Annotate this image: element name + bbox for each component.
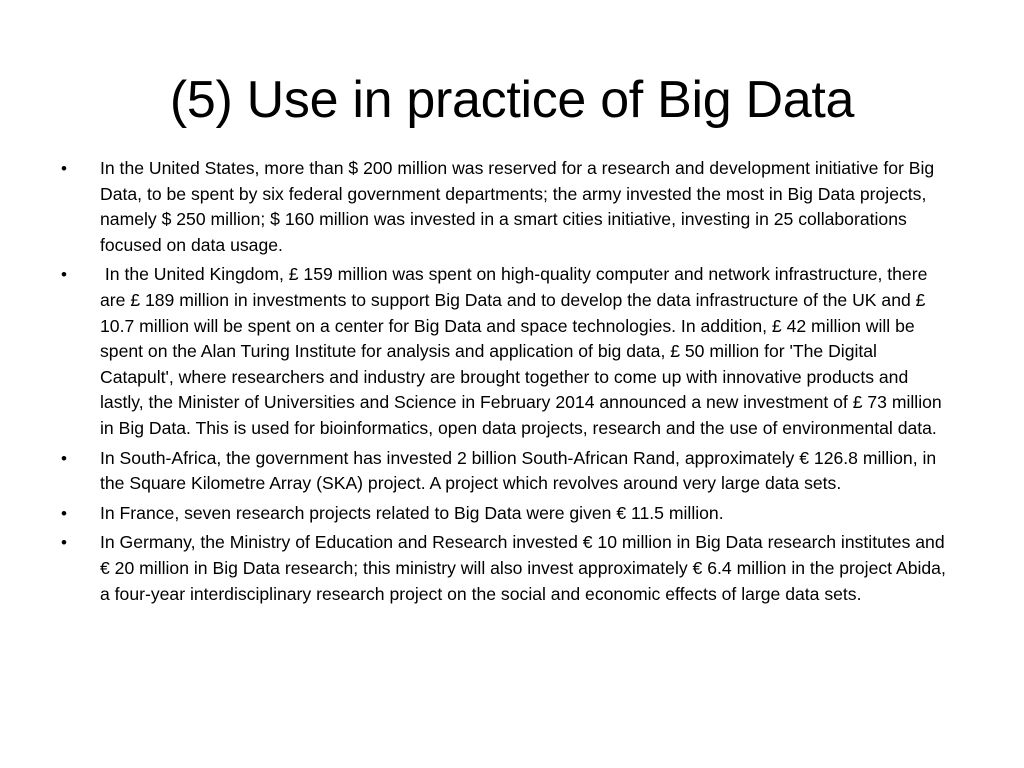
bullet-text: In South-Africa, the government has invested 2 billion South-African Rand, approximately € 126.8 million, in the Square Kilometre Array (SKA) project. A project which revolves around very large data sets. xyxy=(100,447,937,494)
bullet-item-south-africa xyxy=(58,446,948,497)
bullet-text: In France, seven research projects related to Big Data were given € 11.5 million. xyxy=(100,502,724,523)
bullet-item-united-states xyxy=(58,156,948,258)
bullet-icon: • xyxy=(61,265,67,285)
bullet-list xyxy=(58,156,948,611)
bullet-text: In the United States, more than $ 200 million was reserved for a research and development initiative for Big Data, to be spent by six federal government departments; the army invested the most in Big Data projects, namely $ 250 million; $ 160 million was invested in a smart cities initiative, investing in 25 collaborations focused on data usage. xyxy=(100,158,935,255)
bullet-text: In Germany, the Ministry of Education and Research invested € 10 million in Big Data research institutes and € 20 million in Big Data research; this ministry will also invest approximately € 6.4 million in the project Abida, a four-year interdisciplinary research project on the social and economic effects of large data sets. xyxy=(100,532,946,604)
bullet-icon: • xyxy=(61,159,67,178)
bullet-item-germany xyxy=(58,530,948,607)
bullet-item-france xyxy=(58,501,948,527)
bullet-icon: • xyxy=(61,448,67,468)
bullet-text: In the United Kingdom, £ 159 million was spent on high-quality computer and network infrastructure, there are £ 189 million in investments to support Big Data and to develop the data infrastructure of the UK and £ 10.7 million will be spent on a center for Big Data and space technologies. In addition, £ 42 million will be spent on the Alan Turing Institute for analysis and application of big data, £ 50 million for 'The Digital Catapult', where researchers and industry are brought together to come up with innovative products and lastly, the Minister of Universities and Science in February 2014 announced a new investment of £ 73 million in Big Data. This is used for bioinformatics, open data projects, research and the use of environmental data. xyxy=(100,264,947,438)
bullet-icon: • xyxy=(61,503,67,523)
slide-title: (5) Use in practice of Big Data xyxy=(169,71,855,129)
bullet-item-united-kingdom xyxy=(58,262,948,441)
bullet-icon: • xyxy=(61,533,67,553)
